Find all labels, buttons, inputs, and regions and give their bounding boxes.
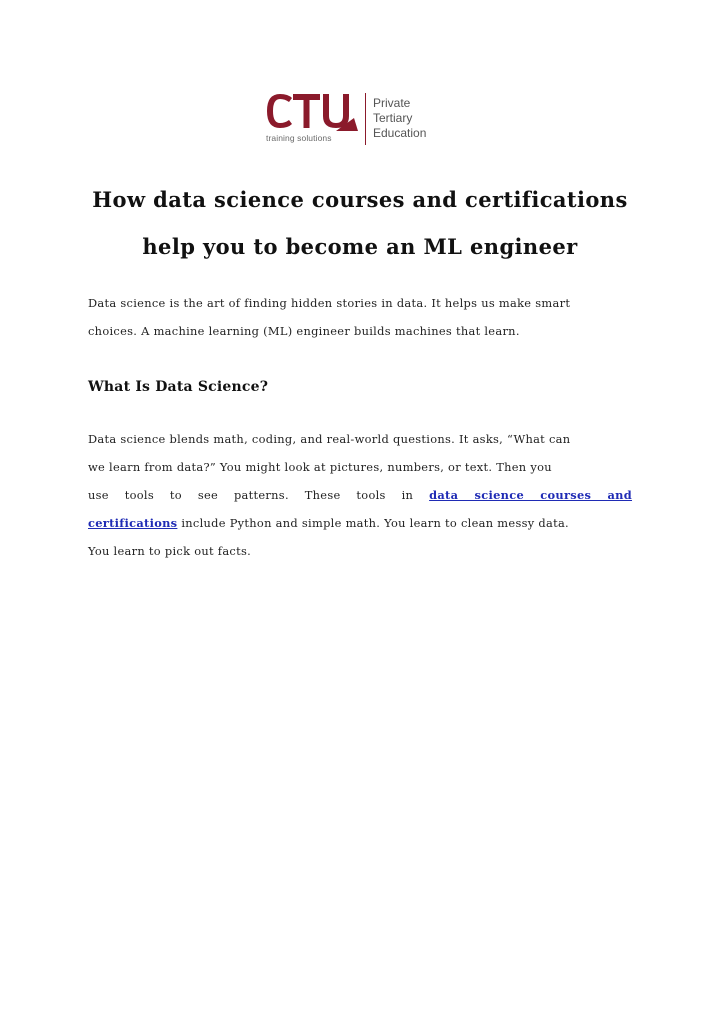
logo-right-text	[373, 96, 426, 141]
ctu-logo-mark	[262, 88, 362, 134]
logo-letter-c	[267, 94, 292, 128]
intro-line-1: Data science is the art of finding hidden stories in data. It helps us make smart	[88, 296, 571, 310]
section-heading: What Is Data Science?	[88, 379, 269, 395]
ctu-logo	[262, 88, 462, 150]
logo-tagline: training solutions	[266, 133, 332, 143]
logo-letter-t-stem	[304, 94, 310, 128]
page-title-line-2: help you to become an ML engineer	[142, 234, 578, 259]
page-title-line-1: How data science courses and certifications	[92, 187, 628, 212]
body-paragraph	[88, 425, 632, 565]
logo-divider	[365, 93, 366, 145]
logo-line-tertiary: Tertiary	[373, 111, 413, 125]
body-line-4-text: include Python and simple math. You learn to clean messy data.	[177, 516, 569, 530]
intro-line-2: choices. A machine learning (ML) engineer builds machines that learn.	[88, 324, 520, 338]
body-line-5: You learn to pick out facts.	[88, 544, 252, 558]
logo-line-private: Private	[373, 96, 411, 110]
logo-letter-u	[323, 94, 349, 128]
body-line-4	[88, 509, 632, 537]
courses-link-part-1[interactable]: data science courses and	[429, 488, 633, 502]
body-line-3-text: use tools to see patterns. These tools in	[88, 488, 414, 502]
body-line-1: Data science blends math, coding, and real-world questions. It asks, “What can	[88, 432, 571, 446]
body-line-2: we learn from data?” You might look at pictures, numbers, or text. Then you	[88, 460, 552, 474]
intro-paragraph	[88, 289, 632, 345]
courses-link-part-2[interactable]: certifications	[88, 516, 178, 530]
body-line-3	[88, 481, 632, 509]
logo-line-education: Education	[373, 126, 427, 140]
